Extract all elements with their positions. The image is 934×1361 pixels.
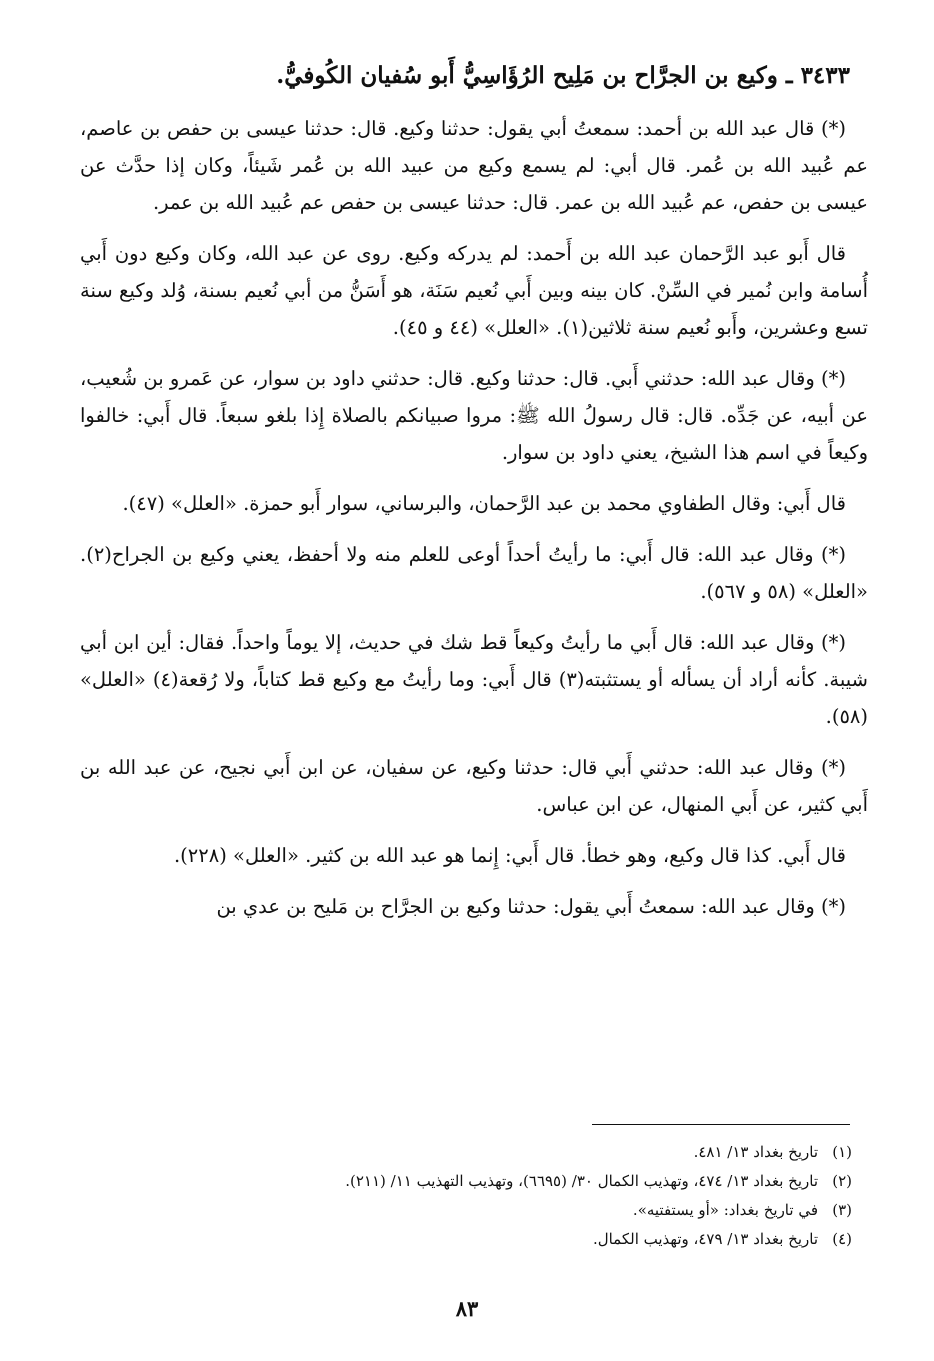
paragraph: قال أَبو عبد الرَّحمان عبد الله بن أَحمد: لم يدركه وكيع. روى عن عبد الله، وكان وكيع دون أَبي أُسامة وابن نُمير في السِّنْ. كان بينه وبين أَبي نُعيم سَنَة، هو أَسَنُّ من أبي نُعيم بسنة، وُلد وكيع سنة تسع وعشرين، وأَبو نُعيم سنة ثلاثين(١). «العلل» (٤٤ و ٤٥). [80, 242, 868, 339]
footnote-number: (٣) [832, 1201, 852, 1219]
footnote [80, 1138, 852, 1167]
paragraph: (*) قال عبد الله بن أحمد: سمعتُ أبي يقول: حدثنا وكيع. قال: حدثنا عيسى بن حفص بن عاصم، عم عُبيد الله بن عُمر. قال أبي: لم يسمع وكيع من عبيد الله بن عُمر شَيئاً، وكان إذا حدَّث عن عيسى بن حفص، عم عُبيد الله بن عمر. قال: حدثنا عيسى بن حفص عم عُبيد الله بن عمر. [80, 117, 868, 214]
footnote [80, 1196, 852, 1225]
paragraph: (*) وقال عبد الله: حدثني أَبي قال: حدثنا وكيع، عن سفيان، عن ابن أَبي نجيح، عن عبد الله بن أَبي كثير، عن أَبي المنهال، عن ابن عباس. [80, 756, 868, 816]
entry-heading: ٣٤٣٣ ـ وكيع بن الجرَّاح بن مَلِيح الرُؤَاسِيُّ أَبو سُفيان الكُوفيُّ. [276, 62, 850, 89]
paragraph: قال أَبي: وقال الطفاوي محمد بن عبد الرَّحمان، والبرساني، سوار أَبو حمزة. «العلل» (٤٧). [122, 492, 846, 515]
footnote [80, 1167, 852, 1196]
paragraph: قال أَبي. كذا قال وكيع، وهو خطأ. قال أَبي: إِنما هو عبد الله بن كثير. «العلل» (٢٢٨). [173, 844, 846, 867]
page-number: ٨٣ [455, 1296, 479, 1321]
footnote-text: في تاريخ بغداد: «أو يستفتيه». [632, 1201, 818, 1219]
footnote-divider [592, 1124, 850, 1125]
paragraph: (*) وقال عبد الله: حدثني أَبي. قال: حدثنا وكيع. قال: حدثني داود بن سوار، عن عَمرو بن شُعيب، عن أبيه، عن جَدِّه. قال: قال رسولُ الله ﷺ: مروا صبيانكم بالصلاة إِذا بلغو سبعاً. قال أَبي: خالفوا وكيعاً في اسم هذا الشيخ، يعني داود بن سوار. [80, 367, 868, 464]
paragraph: (*) وقال عبد الله: قال أَبي: ما رأيتُ أحداً أوعى للعلم منه ولا أحفظ، يعني وكيع بن الجراح(٢). «العلل» (٥٨ و ٥٦٧). [80, 543, 868, 603]
footnote-number: (٢) [832, 1172, 852, 1190]
footnote-text: تاريخ بغداد ١٣/ ٤٨١. [693, 1143, 818, 1161]
footnote-number: (٤) [832, 1230, 852, 1248]
footnote [80, 1225, 852, 1254]
paragraph: (*) وقال عبد الله: قال أَبي ما رأيتُ وكيعاً قط شك في حديث، إلا يوماً واحداً. فقال: أين ابن أبي شيبة. كأنه أراد أن يسأله أو يستثبته(٣) قال أَبي: وما رأيتُ مع وكيع قط كتاباً، ولا رُقعة(٤) «العلل» (٥٨). [80, 631, 868, 728]
footnotes [80, 1138, 852, 1254]
footnote-number: (١) [832, 1143, 852, 1161]
paragraph: (*) وقال عبد الله: سمعتُ أَبي يقول: حدثنا وكيع بن الجرَّاح بن مَليح بن عدي بن [216, 895, 846, 918]
body-text [80, 110, 868, 939]
footnote-text: تاريخ بغداد ١٣/ ٤٧٤، وتهذيب الكمال ٣٠/ (٦٦٩٥)، وتهذيب التهذيب ١١/ (٢١١). [345, 1172, 818, 1190]
footnote-text: تاريخ بغداد ١٣/ ٤٧٩، وتهذيب الكمال. [592, 1230, 818, 1248]
